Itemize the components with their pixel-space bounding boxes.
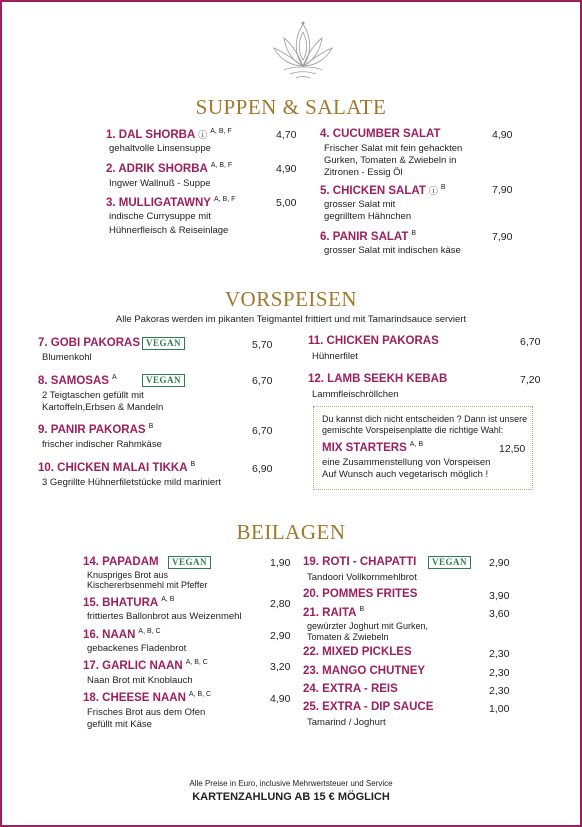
- menu-item-price: 4,90: [276, 163, 297, 175]
- menu-item-name: 11. CHICKEN PAKORAS: [308, 335, 439, 347]
- menu-item-price: 6,70: [520, 336, 541, 348]
- menu-item-name: 25. EXTRA - DIP SAUCE: [303, 701, 434, 713]
- menu-item-name: 24. EXTRA - REIS: [303, 683, 398, 695]
- menu-item-description: Tomaten & Zwiebeln: [307, 632, 389, 642]
- menu-item-name: 6. PANIR SALAT $^B$: [320, 230, 417, 243]
- menu-item-price: 6,70: [252, 425, 273, 437]
- menu-item-name: 10. CHICKEN MALAI TIKKA $^B$: [38, 461, 196, 474]
- menu-item-price: 3,20: [270, 661, 291, 673]
- menu-item-price: 2,90: [270, 630, 291, 642]
- menu-item-description: Auf Wunsch auch vegetarisch möglich !: [322, 469, 489, 480]
- menu-item-name: 9. PANIR PAKORAS $^B$: [38, 423, 154, 436]
- menu-item-description: gewürzter Joghurt mit Gurken,: [307, 621, 429, 631]
- menu-item-description: Gurken, Tomaten & Zwiebeln in: [324, 155, 457, 166]
- menu-item-description: Ingwer Wallnuß - Suppe: [109, 178, 211, 189]
- info-icon: ⓘ: [428, 186, 438, 196]
- menu-item-name: 20. POMMES FRITES: [303, 588, 418, 600]
- info-icon: ⓘ: [198, 130, 208, 140]
- menu-item-description: Lammfleischröllchen: [312, 389, 399, 400]
- menu-item-description: Tamarind / Joghurt: [307, 717, 386, 728]
- menu-item-description: eine Zusammenstellung von Vorspeisen: [322, 457, 491, 468]
- menu-item-price: 2,90: [489, 557, 510, 569]
- menu-item-description: grosser Salat mit: [324, 199, 396, 210]
- menu-item-price: 3,60: [489, 608, 510, 620]
- menu-item-description: Knuspriges Brot aus: [87, 570, 169, 580]
- menu-item-name: 8. SAMOSAS $^A$: [38, 374, 117, 387]
- menu-item-name: 17. GARLIC NAAN $^{A, B, C}$: [83, 659, 208, 672]
- section-title-beilagen: BEILAGEN: [236, 520, 346, 544]
- menu-item-price: 2,30: [489, 667, 510, 679]
- menu-item-description: Frisches Brot aus dem Ofen: [87, 707, 206, 718]
- menu-item-price: 2,30: [489, 685, 510, 697]
- menu-item-name: MIX STARTERS $^{A, B}$: [322, 441, 423, 454]
- menu-item-name: 4. CUCUMBER SALAT: [320, 128, 441, 140]
- lotus-icon: [270, 20, 336, 82]
- menu-item-name: 23. MANGO CHUTNEY: [303, 665, 426, 677]
- menu-item-price: 5,70: [252, 339, 273, 351]
- menu-item-price: 4,90: [270, 693, 291, 705]
- menu-item-price: 2,80: [270, 598, 291, 610]
- menu-item-description: gegrilltem Hähnchen: [324, 211, 412, 222]
- menu-item-price: 7,90: [492, 184, 513, 196]
- info-box-text: Du kannst dich nicht entscheiden ? Dann ist unsere: [322, 414, 528, 424]
- menu-item-name: 18. CHEESE NAAN $^{A, B, C}$: [83, 691, 212, 704]
- vegan-badge: VEGAN: [428, 556, 471, 569]
- menu-item-name: 3. MULLIGATAWNY $^{A, B, F}$: [106, 196, 236, 209]
- menu-item-price: 4,90: [492, 129, 513, 141]
- menu-item-description: 3 Gegrillte Hühnerfiletstücke mild mariniert: [42, 477, 221, 488]
- price-note: Alle Preise in Euro, inclusive Mehrwertsteuer und Service: [189, 779, 393, 788]
- menu-item-price: 1,00: [489, 703, 510, 715]
- menu-item-description: Blumenkohl: [42, 352, 92, 363]
- menu-item-name: 1. DAL SHORBA ⓘ $^{A, B, F}$: [106, 128, 232, 141]
- menu-item-name: 7. GOBI PAKORAS: [38, 337, 141, 349]
- vegan-badge: VEGAN: [168, 556, 211, 569]
- menu-item-price: 5,00: [276, 197, 297, 209]
- menu-item-name: 21. RAITA $^B$: [303, 606, 365, 619]
- payment-note: KARTENZAHLUNG AB 15 € MÖGLICH: [192, 791, 390, 803]
- menu-item-description: gefüllt mit Käse: [87, 719, 152, 730]
- menu-item-name: 22. MIXED PICKLES: [303, 646, 412, 658]
- menu-item-price: 7,20: [520, 374, 541, 386]
- menu-item-description: indische Currysuppe mit: [109, 211, 211, 222]
- menu-item-description: frittiertes Ballonbrot aus Weizenmehl: [87, 611, 242, 622]
- section-intro: Alle Pakoras werden im pikanten Teigmantel frittiert und mit Tamarindsauce serviert: [115, 314, 467, 325]
- menu-item-description: Hühnerfleisch & Reiseinlage: [109, 225, 229, 236]
- section-title-vorspeisen: VORSPEISEN: [224, 287, 358, 311]
- menu-item-price: 2,30: [489, 648, 510, 660]
- menu-item-description: Kartoffeln,Erbsen & Mandeln: [42, 402, 164, 413]
- menu-item-name: 14. PAPADAM: [83, 556, 159, 568]
- menu-item-description: Frischer Salat mit fein gehackten: [324, 143, 463, 154]
- vegan-badge: VEGAN: [142, 337, 185, 350]
- menu-item-description: grosser Salat mit indischen käse: [324, 245, 461, 256]
- menu-item-name: 15. BHATURA $^{A, B}$: [83, 596, 175, 609]
- menu-item-description: Hühnerfilet: [312, 351, 358, 362]
- menu-item-price: 1,90: [270, 557, 291, 569]
- info-box-text: gemischte Vorspeisenplatte die richtige Wahl:: [322, 425, 504, 435]
- menu-item-description: frischer indischer Rahmkäse: [42, 439, 162, 450]
- menu-item-description: Naan Brot mit Knoblauch: [87, 675, 193, 686]
- menu-item-description: gebackenes Fladenbrot: [87, 643, 187, 654]
- menu-item-price: 12,50: [499, 443, 526, 455]
- menu-item-price: 7,90: [492, 231, 513, 243]
- menu-item-price: 6,90: [252, 463, 273, 475]
- vegan-badge: VEGAN: [142, 374, 185, 387]
- menu-item-description: Kischererbsenmehl mit Pfeffer: [87, 580, 208, 590]
- menu-item-price: 4,70: [276, 129, 297, 141]
- section-title-suppen-salate: SUPPEN & SALATE: [195, 95, 387, 119]
- menu-item-description: Tandoori Vollkornmehlbrot: [307, 572, 417, 583]
- menu-item-name: 16. NAAN $^{A, B, C}$: [83, 628, 161, 641]
- menu-item-price: 6,70: [252, 375, 273, 387]
- menu-item-description: Zitronen - Essig Öl: [324, 167, 403, 178]
- menu-item-description: gehaltvolle Linsensuppe: [109, 143, 211, 154]
- menu-item-name: 5. CHICKEN SALAT ⓘ $^B$: [320, 184, 446, 197]
- menu-item-name: 2. ADRIK SHORBA $^{A, B, F}$: [106, 162, 233, 175]
- menu-item-price: 3,90: [489, 590, 510, 602]
- menu-item-description: 2 Teigtaschen gefüllt mit: [42, 390, 144, 401]
- menu-item-name: 19. ROTI - CHAPATTI: [303, 556, 417, 568]
- menu-item-name: 12. LAMB SEEKH KEBAB: [308, 373, 448, 385]
